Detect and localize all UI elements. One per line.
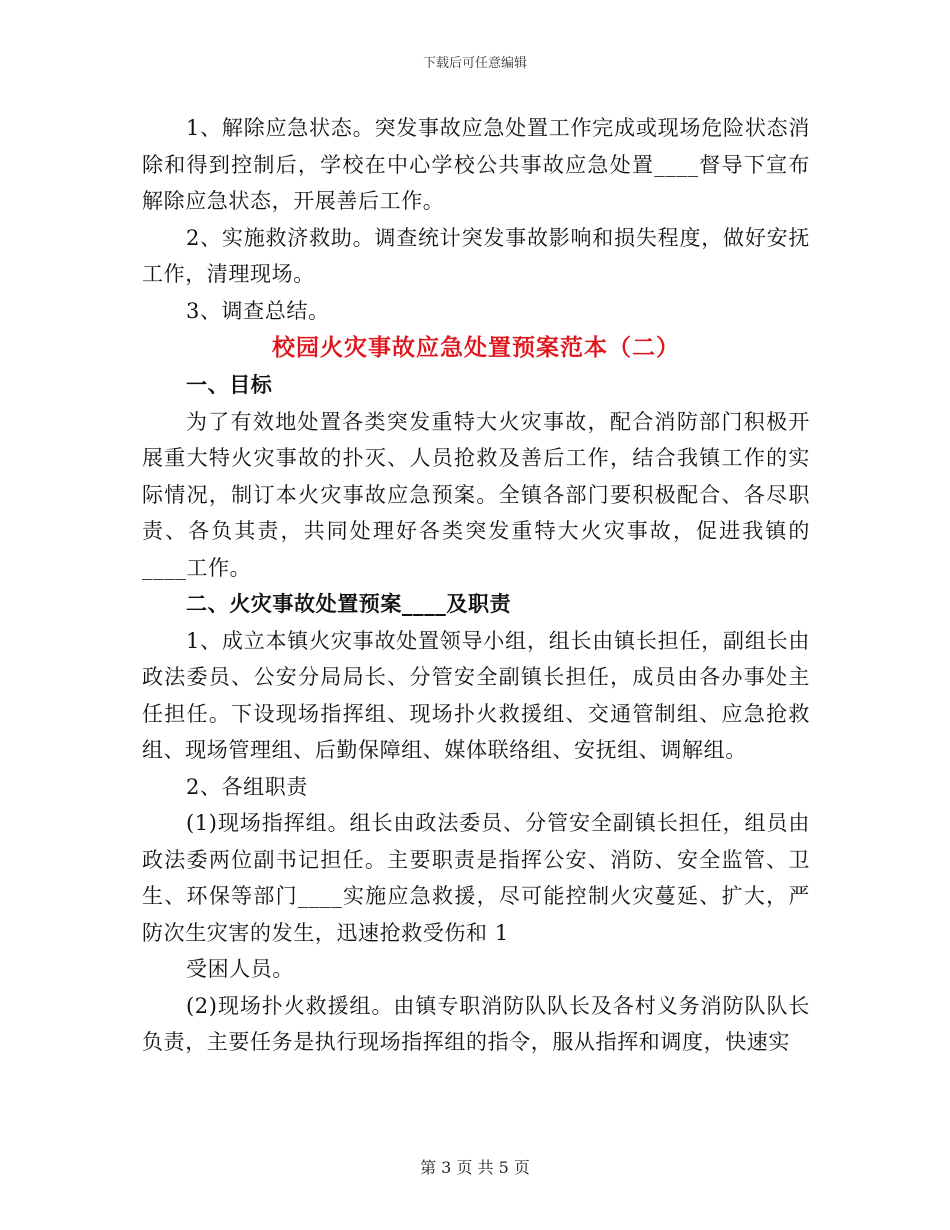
document-title: 校园火灾事故应急处置预案范本（二） [272, 334, 680, 361]
paragraph-leadership-group: 1、成立本镇火灾事故处置领导小组，组长由镇长担任，副组长由政法委员、公安分局局长、分管安全副镇长担任，成员由各办事处主任担任。下设现场指挥组、现场扑火救援组、交通管制组、应急抢救组、现场管理组、后勤保障组、媒体联络组、安抚组、调解组。 [142, 628, 810, 762]
page-number: 第 3 页 共 5 页 [420, 1158, 530, 1177]
paragraph-investigation: 3、调查总结。 [186, 298, 330, 323]
paragraph-command-group-cont: 受困人员。 [186, 957, 294, 981]
paragraph-objectives: 为了有效地处置各类突发重特大火灾事故，配合消防部门积极开展重大特火灾事故的扑灭、人员抢救及善后工作，结合我镇工作的实际情况，制订本火灾事故应急预案。全镇各部门要积极配合、各尽职责、各负其责，共同处理好各类突发重特大火灾事故，促进我镇的____工作。 [142, 409, 810, 580]
section-heading-objectives: 一、目标 [186, 372, 273, 397]
section-heading-plan-duties: 二、火灾事故处置预案____及职责 [186, 591, 512, 616]
paragraph-rescue-group: (2)现场扑火救援组。由镇专职消防队队长及各村义务消防队队长负责，主要任务是执行现场指挥组的指令，服从指挥和调度，快速实 [142, 993, 810, 1054]
header-note: 下载后可任意编辑 [422, 56, 527, 71]
document-body [142, 110, 810, 1061]
paragraph-command-group: (1)现场指挥组。组长由政法委员、分管安全副镇长担任，组员由政法委两位副书记担任。主要职责是指挥公安、消防、安全监管、卫生、环保等部门____实施应急救援，尽可能控制火灾蔓延、扩大，严防次生灾害的发生，迅速抢救受伤和 1 [142, 811, 810, 945]
paragraph-relief-rescue: 2、实施救济救助。调查统计突发事故影响和损失程度，做好安抚工作，清理现场。 [142, 225, 810, 286]
paragraph-lift-emergency: 1、解除应急状态。突发事故应急处置工作完成或现场危险状态消除和得到控制后，学校在中心学校公共事故应急处置____督导下宣布解除应急状态，开展善后工作。 [142, 116, 810, 213]
paragraph-group-duties: 2、各组职责 [186, 774, 308, 799]
